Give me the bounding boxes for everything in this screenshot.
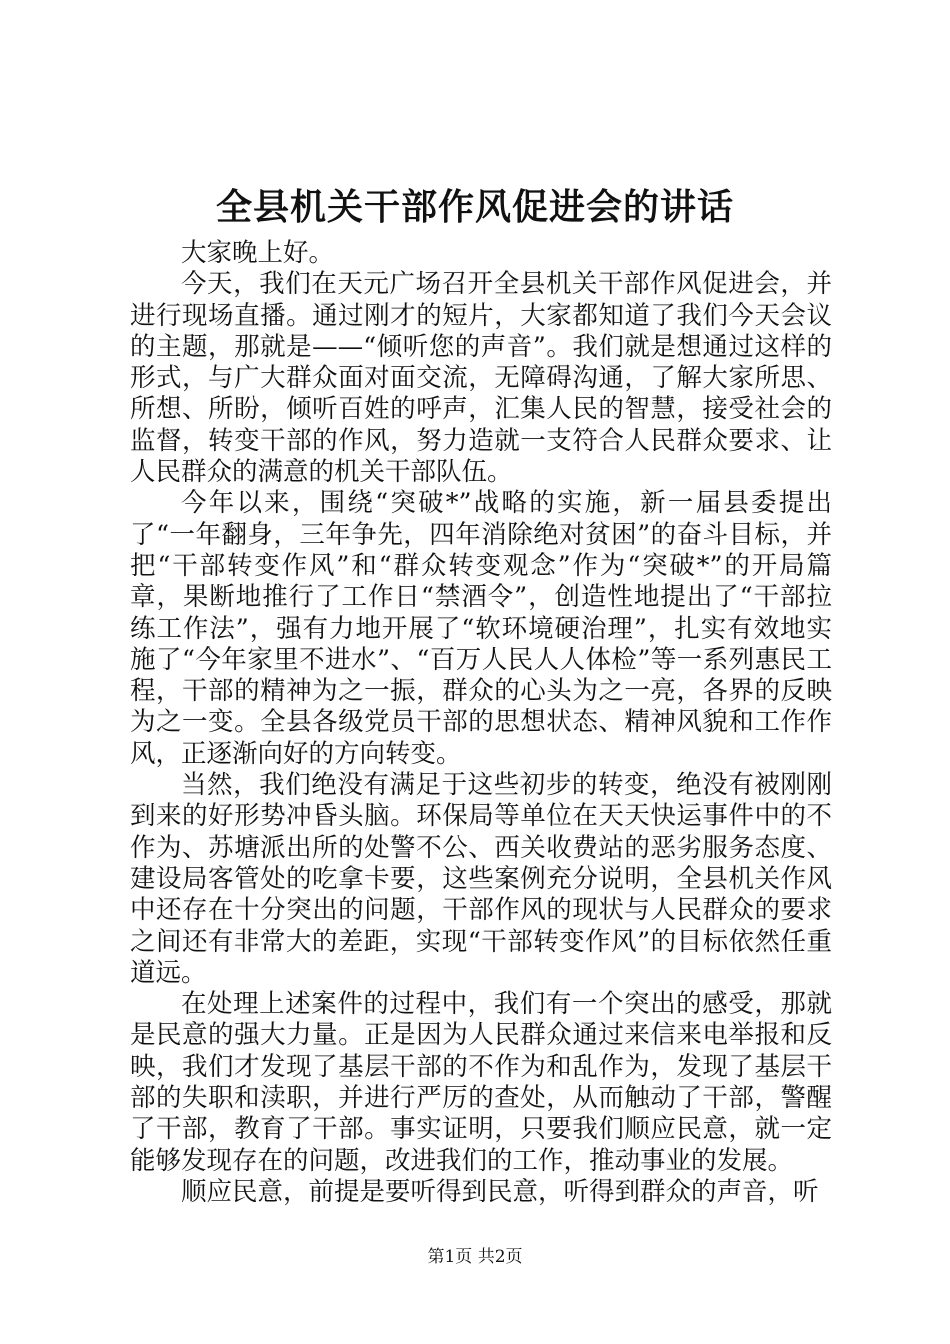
paragraph-2: 今年以来，围绕“突破*”战略的实施，新一届县委提出了“一年翻身，三年争先，四年消除绝对贫困”的奋斗目标，并把“干部转变作风”和“群众转变观念”作为“突破*”的开局篇章，果断地推行了工作日“禁酒令”，创造性地提出了“干部拉练工作法”，强有力地开展了“软环境硬治理”，扎实有效地实施了“今年家里不进水”、“百万人民人人体检”等一系列惠民工程，干部的精神为之一振，群众的心头为之一亮，各界的反映为之一变。全县各级党员干部的思想状态、精神风貌和工作作风，正逐渐向好的方向转变。 <box>130 488 832 769</box>
page-total: 共2页 <box>477 1247 523 1267</box>
page-number: 第1页 <box>427 1247 473 1267</box>
paragraph-5: 顺应民意，前提是要听得到民意，听得到群众的声音，听 <box>181 1176 819 1207</box>
paragraph-greeting: 大家晚上好。 <box>181 238 335 268</box>
document-title: 全县机关干部作风促进会的讲话 <box>215 186 734 228</box>
paragraph-3: 当然，我们绝没有满足于这些初步的转变，绝没有被刚刚到来的好形势冲昏头脑。环保局等单位在天天快运事件中的不作为、苏塘派出所的处警不公、西关收费站的恶劣服务态度、建设局客管处的吃拿卡要，这些案例充分说明，全县机关作风中还存在十分突出的问题，干部作风的现状与人民群众的要求之间还有非常大的差距，实现“干部转变作风”的目标依然任重道远。 <box>130 770 832 988</box>
paragraph-4: 在处理上述案件的过程中，我们有一个突出的感受，那就是民意的强大力量。正是因为人民群众通过来信来电举报和反映，我们才发现了基层干部的不作为和乱作为，发现了基层干部的失职和渎职，并进行严厉的查处，从而触动了干部，警醒了干部，教育了干部。事实证明，只要我们顺应民意，就一定能够发现存在的问题，改进我们的工作，推动事业的发展。 <box>130 989 832 1176</box>
document-body <box>130 238 832 1208</box>
paragraph-1: 今天，我们在天元广场召开全县机关干部作风促进会，并进行现场直播。通过刚才的短片，大家都知道了我们今天会议的主题，那就是——“倾听您的声音”。我们就是想通过这样的形式，与广大群众面对面交流，无障碍沟通，了解大家所思、所想、所盼，倾听百姓的呼声，汇集人民的智慧，接受社会的监督，转变干部的作风，努力造就一支符合人民群众要求、让人民群众的满意的机关干部队伍。 <box>130 269 832 488</box>
page-footer <box>0 1246 950 1268</box>
